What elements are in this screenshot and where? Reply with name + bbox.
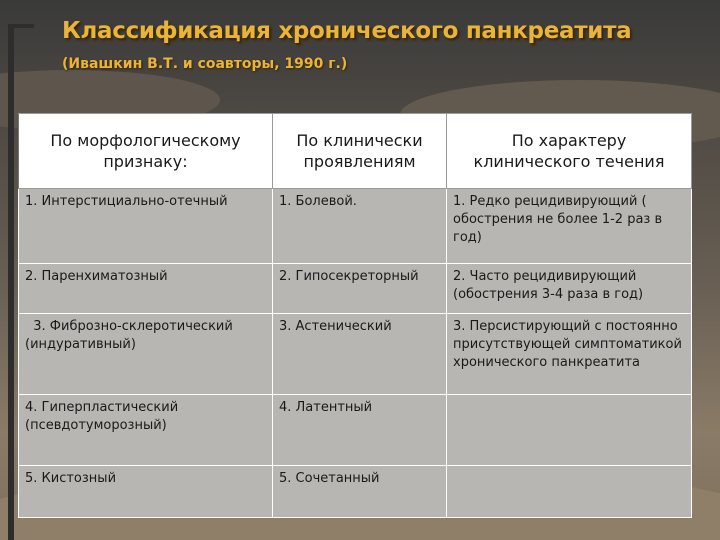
table-cell xyxy=(447,465,692,518)
table-cell: 2. Часто рецидивирующий (обострения 3-4 раза в год) xyxy=(447,263,692,313)
table-cell: 1. Редко рецидивирующий ( обострения не более 1-2 раз в год) xyxy=(447,189,692,264)
slide-subtitle: (Ивашкин В.Т. и соавторы, 1990 г.) xyxy=(62,56,348,72)
table-cell: 4. Латентный xyxy=(273,394,447,465)
table-cell: 4. Гиперпластический (псевдотуморозный) xyxy=(19,394,273,465)
table-cell: 3. Астенический xyxy=(273,314,447,395)
table-row xyxy=(19,263,692,313)
table-cell: 1. Болевой. xyxy=(273,189,447,264)
table-cell: 3. Фиброзно-склеротический (индуративный) xyxy=(19,314,273,395)
table-cell xyxy=(447,394,692,465)
table-cell: 5. Сочетанный xyxy=(273,465,447,518)
table-cell: 1. Интерстициально-отечный xyxy=(19,189,273,264)
slide-title: Классификация хронического панкреатита xyxy=(62,18,632,44)
column-header-morphology: По морфологическому признаку: xyxy=(19,114,273,189)
table-header-row xyxy=(19,114,692,189)
table-row xyxy=(19,189,692,264)
table-cell: 3. Персистирующий с постоянно присутствующей симптоматикой хронического панкреатита xyxy=(447,314,692,395)
column-header-clinical-course: По характеру клинического течения xyxy=(447,114,692,189)
slide-edge-bar xyxy=(8,24,34,28)
table-row xyxy=(19,314,692,395)
table-cell: 5. Кистозный xyxy=(19,465,273,518)
slide-edge-bar xyxy=(8,24,14,540)
column-header-clinical-manifestations: По клинически проявлениям xyxy=(273,114,447,189)
classification-table xyxy=(18,113,692,518)
table-cell: 2. Паренхиматозный xyxy=(19,263,273,313)
table-row xyxy=(19,465,692,518)
table-cell: 2. Гипосекреторный xyxy=(273,263,447,313)
table-row xyxy=(19,394,692,465)
